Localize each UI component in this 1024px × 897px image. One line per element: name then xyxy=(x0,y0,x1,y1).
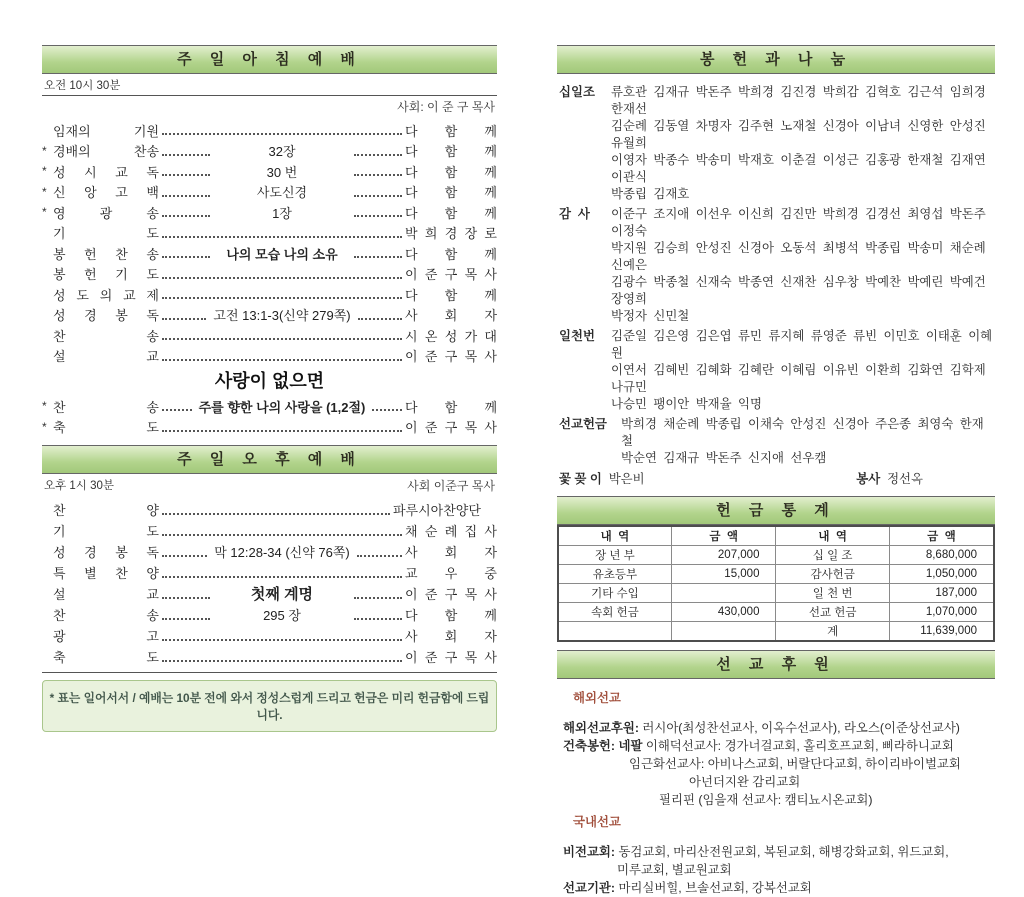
table-row xyxy=(558,603,994,622)
row-label: 영 광 송 xyxy=(53,205,159,221)
row-right: 파루시아찬양단 xyxy=(393,503,481,518)
dots-leader xyxy=(162,401,192,411)
dots-leader xyxy=(162,526,402,536)
stand-asterisk: * xyxy=(42,164,47,179)
row-label: 축 도 xyxy=(53,420,159,436)
stand-asterisk: * xyxy=(42,205,47,220)
afternoon-service-list xyxy=(42,496,497,667)
dots-leader xyxy=(354,166,402,176)
mission-line-label: 비전교회: xyxy=(563,845,616,859)
names-line: 박순연 김재규 박돈주 신지애 선우캠 xyxy=(621,451,827,465)
stats-item: 십 일 조 xyxy=(776,546,889,565)
mission-line xyxy=(557,879,995,897)
mission-line-bold: 네팔 xyxy=(618,739,643,753)
row-right: 사 회 자 xyxy=(405,308,498,324)
row-label: 봉 헌 찬 송 xyxy=(53,246,159,262)
footnote: * 표는 일어서서 / 예배는 10분 전에 와서 정성스럽게 드리고 헌금은 미리 헌금함에 드립니다. xyxy=(42,680,497,732)
offering-stats-section xyxy=(557,496,995,642)
row-right: 이 준 구 목 사 xyxy=(405,587,497,602)
flower-service-row xyxy=(559,470,995,488)
row-center: 막 12:28-34 (신약 76쪽) xyxy=(214,545,350,560)
row-center: 주를 향한 나의 사랑을 (1,2절) xyxy=(198,399,366,415)
row-right: 시 온 성 가 대 xyxy=(405,328,497,344)
flower-group xyxy=(559,470,645,488)
row-label: 신 앙 고 백 xyxy=(53,185,159,201)
mission-line: 아넌더지완 감리교회 xyxy=(689,775,801,789)
row-right: 다 함 께 xyxy=(405,608,497,623)
dots-leader xyxy=(162,351,402,361)
service-row xyxy=(42,223,497,244)
dots-leader xyxy=(162,166,210,176)
afternoon-time: 오후 1시 30분 xyxy=(44,480,115,492)
mission-line-label: 해외선교후원: xyxy=(563,721,639,735)
service-row xyxy=(42,625,497,646)
row-right: 다 함 께 xyxy=(405,164,497,180)
mission-line xyxy=(557,737,995,755)
table-row xyxy=(558,546,994,565)
row-right: 사 회 자 xyxy=(405,629,497,644)
stats-item: 기타 수입 xyxy=(558,584,671,603)
dots-leader xyxy=(162,310,206,320)
service-row xyxy=(42,305,497,326)
names-line: 이준구 조지애 이선우 이신희 김진만 박희경 김경선 최영섭 박돈주 이정숙 xyxy=(611,207,993,238)
service-row xyxy=(42,346,497,367)
divider-line xyxy=(42,672,497,673)
entry-label: 선교헌금 xyxy=(559,417,607,431)
row-label: 설 교 xyxy=(53,587,159,602)
row-right: 다 함 께 xyxy=(405,205,497,221)
row-center: 30 번 xyxy=(266,164,298,180)
stats-amount: 207,000 xyxy=(671,546,776,565)
entry-label: 일천번 xyxy=(559,329,595,343)
row-right: 이 준 구 목 사 xyxy=(405,349,497,365)
row-right: 다 함 께 xyxy=(405,287,497,303)
service-row xyxy=(42,141,497,162)
dots-leader xyxy=(162,146,210,156)
row-right: 다 함 께 xyxy=(405,123,497,139)
stats-amount: 1,070,000 xyxy=(889,603,994,622)
names-line: 이연서 김혜빈 김혜화 김혜란 이혜림 이유빈 이환희 김화연 김학제 나규민 xyxy=(611,363,993,394)
names-line: 박희경 채순례 박종립 이채숙 안성진 신경아 주은종 최영숙 한재철 xyxy=(621,417,984,448)
stats-amount: 430,000 xyxy=(671,603,776,622)
row-center: 사도신경 xyxy=(256,185,308,201)
names-line: 김광수 박종철 신재숙 박종연 신재찬 심우창 박예찬 박예린 박예건 장영희 xyxy=(611,275,993,306)
service-label: 봉사 xyxy=(856,472,881,486)
service-row xyxy=(42,182,497,203)
offering-entries xyxy=(557,74,995,490)
mission-line: 필리핀 (임을재 선교사: 캠티뇨시온교회) xyxy=(659,793,873,807)
names-line: 김준일 김은영 김은엽 류민 류지혜 류영준 류빈 이민호 이태훈 이혜원 xyxy=(611,329,993,360)
service-row xyxy=(42,161,497,182)
mission-header: 선 교 후 원 xyxy=(557,650,995,679)
table-total-row xyxy=(558,622,994,642)
dots-leader xyxy=(162,547,207,557)
row-right: 이 준 구 목 사 xyxy=(405,420,497,436)
row-center: 295 장 xyxy=(263,608,301,623)
names-line: 나승민 팽이안 박재율 익명 xyxy=(611,397,762,411)
dots-leader xyxy=(162,248,210,258)
stand-asterisk: * xyxy=(42,143,47,158)
offering-header: 봉 헌 과 나 눔 xyxy=(557,45,995,74)
dots-leader xyxy=(162,228,402,238)
row-right: 박 희 경 장 로 xyxy=(405,226,497,242)
names-line: 박지원 김승희 안성진 신경아 오동석 최병석 박종립 박송미 채순례 신예은 xyxy=(611,241,993,272)
col-header: 내 역 xyxy=(558,526,671,546)
dots-leader xyxy=(162,207,210,217)
service-row xyxy=(42,284,497,305)
row-label: 임재의 기원 xyxy=(53,123,159,139)
mission-line-text: 이해덕선교사: 경가너걸교회, 홀리호프교회, 삐라하니교회 xyxy=(642,739,954,753)
dots-leader xyxy=(162,652,402,662)
stats-amount: 8,680,000 xyxy=(889,546,994,565)
row-center: 32장 xyxy=(268,144,296,160)
dots-leader xyxy=(162,505,390,515)
service-row xyxy=(42,541,497,562)
morning-time: 오전 10시 30분 xyxy=(42,74,497,96)
col-header: 금 액 xyxy=(671,526,776,546)
row-label: 찬 송 xyxy=(53,399,159,415)
morning-sermon-title: 사랑이 없으면 xyxy=(214,371,325,391)
morning-service-header: 주 일 아 침 예 배 xyxy=(42,45,497,74)
row-label: 성 도 의 교 제 xyxy=(53,287,159,303)
morning-service-list xyxy=(42,117,497,437)
dots-leader xyxy=(162,187,210,197)
dots-leader xyxy=(354,207,402,217)
row-label: 봉 헌 기 도 xyxy=(53,267,159,283)
dots-leader xyxy=(354,589,402,599)
domestic-mission-heading: 국내선교 xyxy=(573,815,621,829)
service-row xyxy=(42,243,497,264)
entry-label: 십일조 xyxy=(559,85,595,99)
dots-leader xyxy=(162,589,210,599)
col-header: 내 역 xyxy=(776,526,889,546)
dots-leader xyxy=(162,610,210,620)
names-line: 박정자 신민철 xyxy=(611,309,690,323)
stats-amount: 1,050,000 xyxy=(889,565,994,584)
service-row xyxy=(42,417,497,438)
col-header: 금 액 xyxy=(889,526,994,546)
dots-leader xyxy=(372,401,402,411)
service-row xyxy=(42,396,497,417)
offering-entry-thousand xyxy=(559,328,995,413)
row-right: 다 함 께 xyxy=(405,246,497,262)
names-line: 김순례 김동열 차명자 김주현 노재철 신경아 이남녀 신영한 안성진 유월희 xyxy=(611,119,993,150)
row-label: 성 경 봉 독 xyxy=(53,545,159,560)
service-name: 정선옥 xyxy=(887,472,923,486)
flower-label: 꽃 꽂 이 xyxy=(559,472,602,486)
mission-line-label: 선교기관: xyxy=(563,881,616,895)
afternoon-presider: 사회 이준구 목사 xyxy=(407,479,495,493)
dots-leader xyxy=(354,248,402,258)
row-label: 설 교 xyxy=(53,349,159,365)
mission-support-section xyxy=(557,650,995,897)
dots-leader xyxy=(162,289,402,299)
dots-leader xyxy=(162,125,402,135)
service-row xyxy=(42,202,497,223)
stats-item xyxy=(558,622,671,642)
stats-amount xyxy=(671,584,776,603)
service-row xyxy=(42,520,497,541)
service-row xyxy=(42,499,497,520)
left-page xyxy=(42,45,497,732)
stats-header: 헌 금 통 계 xyxy=(557,496,995,525)
row-right: 이 준 구 목 사 xyxy=(405,267,497,283)
offering-entry-mission xyxy=(559,416,995,467)
row-label: 축 도 xyxy=(53,650,159,665)
row-label: 성 시 교 독 xyxy=(53,164,159,180)
mission-line-text: 러시아(최성찬선교사, 이옥수선교사), 라오스(이준상선교사) xyxy=(638,721,960,735)
afternoon-service-header: 주 일 오 후 예 배 xyxy=(42,445,497,474)
row-label: 찬 송 xyxy=(53,608,159,623)
stats-item: 속회 헌금 xyxy=(558,603,671,622)
morning-presider: 사회: 이 준 구 목사 xyxy=(397,100,495,114)
table-row xyxy=(558,584,994,603)
row-label: 특 별 찬 양 xyxy=(53,566,159,581)
stats-item: 선교 헌금 xyxy=(776,603,889,622)
service-row xyxy=(42,604,497,625)
entry-label: 감 사 xyxy=(559,207,590,221)
service-row xyxy=(42,120,497,141)
stats-item: 감사헌금 xyxy=(776,565,889,584)
stand-asterisk: * xyxy=(42,184,47,199)
dots-leader xyxy=(162,269,402,279)
service-row xyxy=(42,583,497,604)
offering-entry-tithe xyxy=(559,84,995,203)
row-right: 교 우 중 xyxy=(405,566,497,581)
row-label: 성 경 봉 독 xyxy=(53,308,159,324)
stats-table xyxy=(557,525,995,642)
table-row xyxy=(558,565,994,584)
service-group xyxy=(856,470,923,488)
row-right: 다 함 께 xyxy=(405,185,497,201)
stats-amount: 15,000 xyxy=(671,565,776,584)
mission-line: 임근화선교사: 아비나스교회, 버랄단다교회, 하이리바이벌교회 xyxy=(629,757,961,771)
afternoon-time-row xyxy=(42,474,497,496)
names-line: 박종립 김재호 xyxy=(611,187,690,201)
right-page xyxy=(557,45,995,897)
names-line: 이영자 박종수 박송미 박재호 이춘걸 이성근 김홍광 한재철 김재연 이관식 xyxy=(611,153,993,184)
stats-item: 장 년 부 xyxy=(558,546,671,565)
row-label: 찬 양 xyxy=(53,503,159,518)
afternoon-sermon-title: 첫째 계명 xyxy=(250,586,314,603)
mission-body xyxy=(557,679,995,897)
dots-leader xyxy=(162,422,402,432)
row-right: 채 순 례 집 사 xyxy=(405,524,497,539)
dots-leader xyxy=(162,631,402,641)
service-row xyxy=(42,325,497,346)
service-row xyxy=(42,646,497,667)
mission-line-text: 동검교회, 마리산전원교회, 복된교회, 해병강화교회, 위드교회, xyxy=(615,845,949,859)
stats-item: 유초등부 xyxy=(558,565,671,584)
row-label: 경배의 찬송 xyxy=(53,144,159,160)
stats-amount xyxy=(671,622,776,642)
mission-line: 미루교회, 별교원교회 xyxy=(617,863,732,877)
dots-leader xyxy=(358,310,402,320)
stand-asterisk: * xyxy=(42,399,47,414)
stand-asterisk: * xyxy=(42,419,47,434)
stats-amount: 187,000 xyxy=(889,584,994,603)
row-center: 1장 xyxy=(272,205,292,221)
stats-total-label: 계 xyxy=(776,622,889,642)
service-row xyxy=(42,562,497,583)
row-label: 기 도 xyxy=(53,226,159,242)
row-right: 이 준 구 목 사 xyxy=(405,650,497,665)
dots-leader xyxy=(162,568,402,578)
row-label: 찬 송 xyxy=(53,328,159,344)
mission-line xyxy=(557,719,995,737)
table-header-row xyxy=(558,526,994,546)
mission-line xyxy=(557,843,995,861)
row-label: 광 고 xyxy=(53,629,159,644)
row-right: 다 함 께 xyxy=(405,144,497,160)
stats-total-amount: 11,639,000 xyxy=(889,622,994,642)
dots-leader xyxy=(354,187,402,197)
overseas-mission-heading: 해외선교 xyxy=(573,691,621,705)
row-center: 고전 13:1-3(신약 279쪽) xyxy=(213,308,351,324)
mission-line-text: 마리실버힐, 브솔선교회, 강복선교회 xyxy=(615,881,812,895)
stats-item: 일 천 번 xyxy=(776,584,889,603)
dots-leader xyxy=(354,610,402,620)
row-right: 사 회 자 xyxy=(405,545,498,560)
row-center: 나의 모습 나의 소유 xyxy=(226,246,338,262)
dots-leader xyxy=(354,146,402,156)
flower-name: 박은비 xyxy=(608,472,645,486)
row-right: 다 함 께 xyxy=(405,399,498,415)
dots-leader xyxy=(162,330,402,340)
mission-line-label: 건축봉헌: xyxy=(563,739,616,753)
names-line: 류호관 김재규 박돈주 박희경 김진경 박희감 김혁호 김근석 임희경 한재선 xyxy=(611,85,993,116)
service-row xyxy=(42,264,497,285)
dots-leader xyxy=(357,547,402,557)
row-label: 기 도 xyxy=(53,524,159,539)
offering-entry-thanks xyxy=(559,206,995,325)
